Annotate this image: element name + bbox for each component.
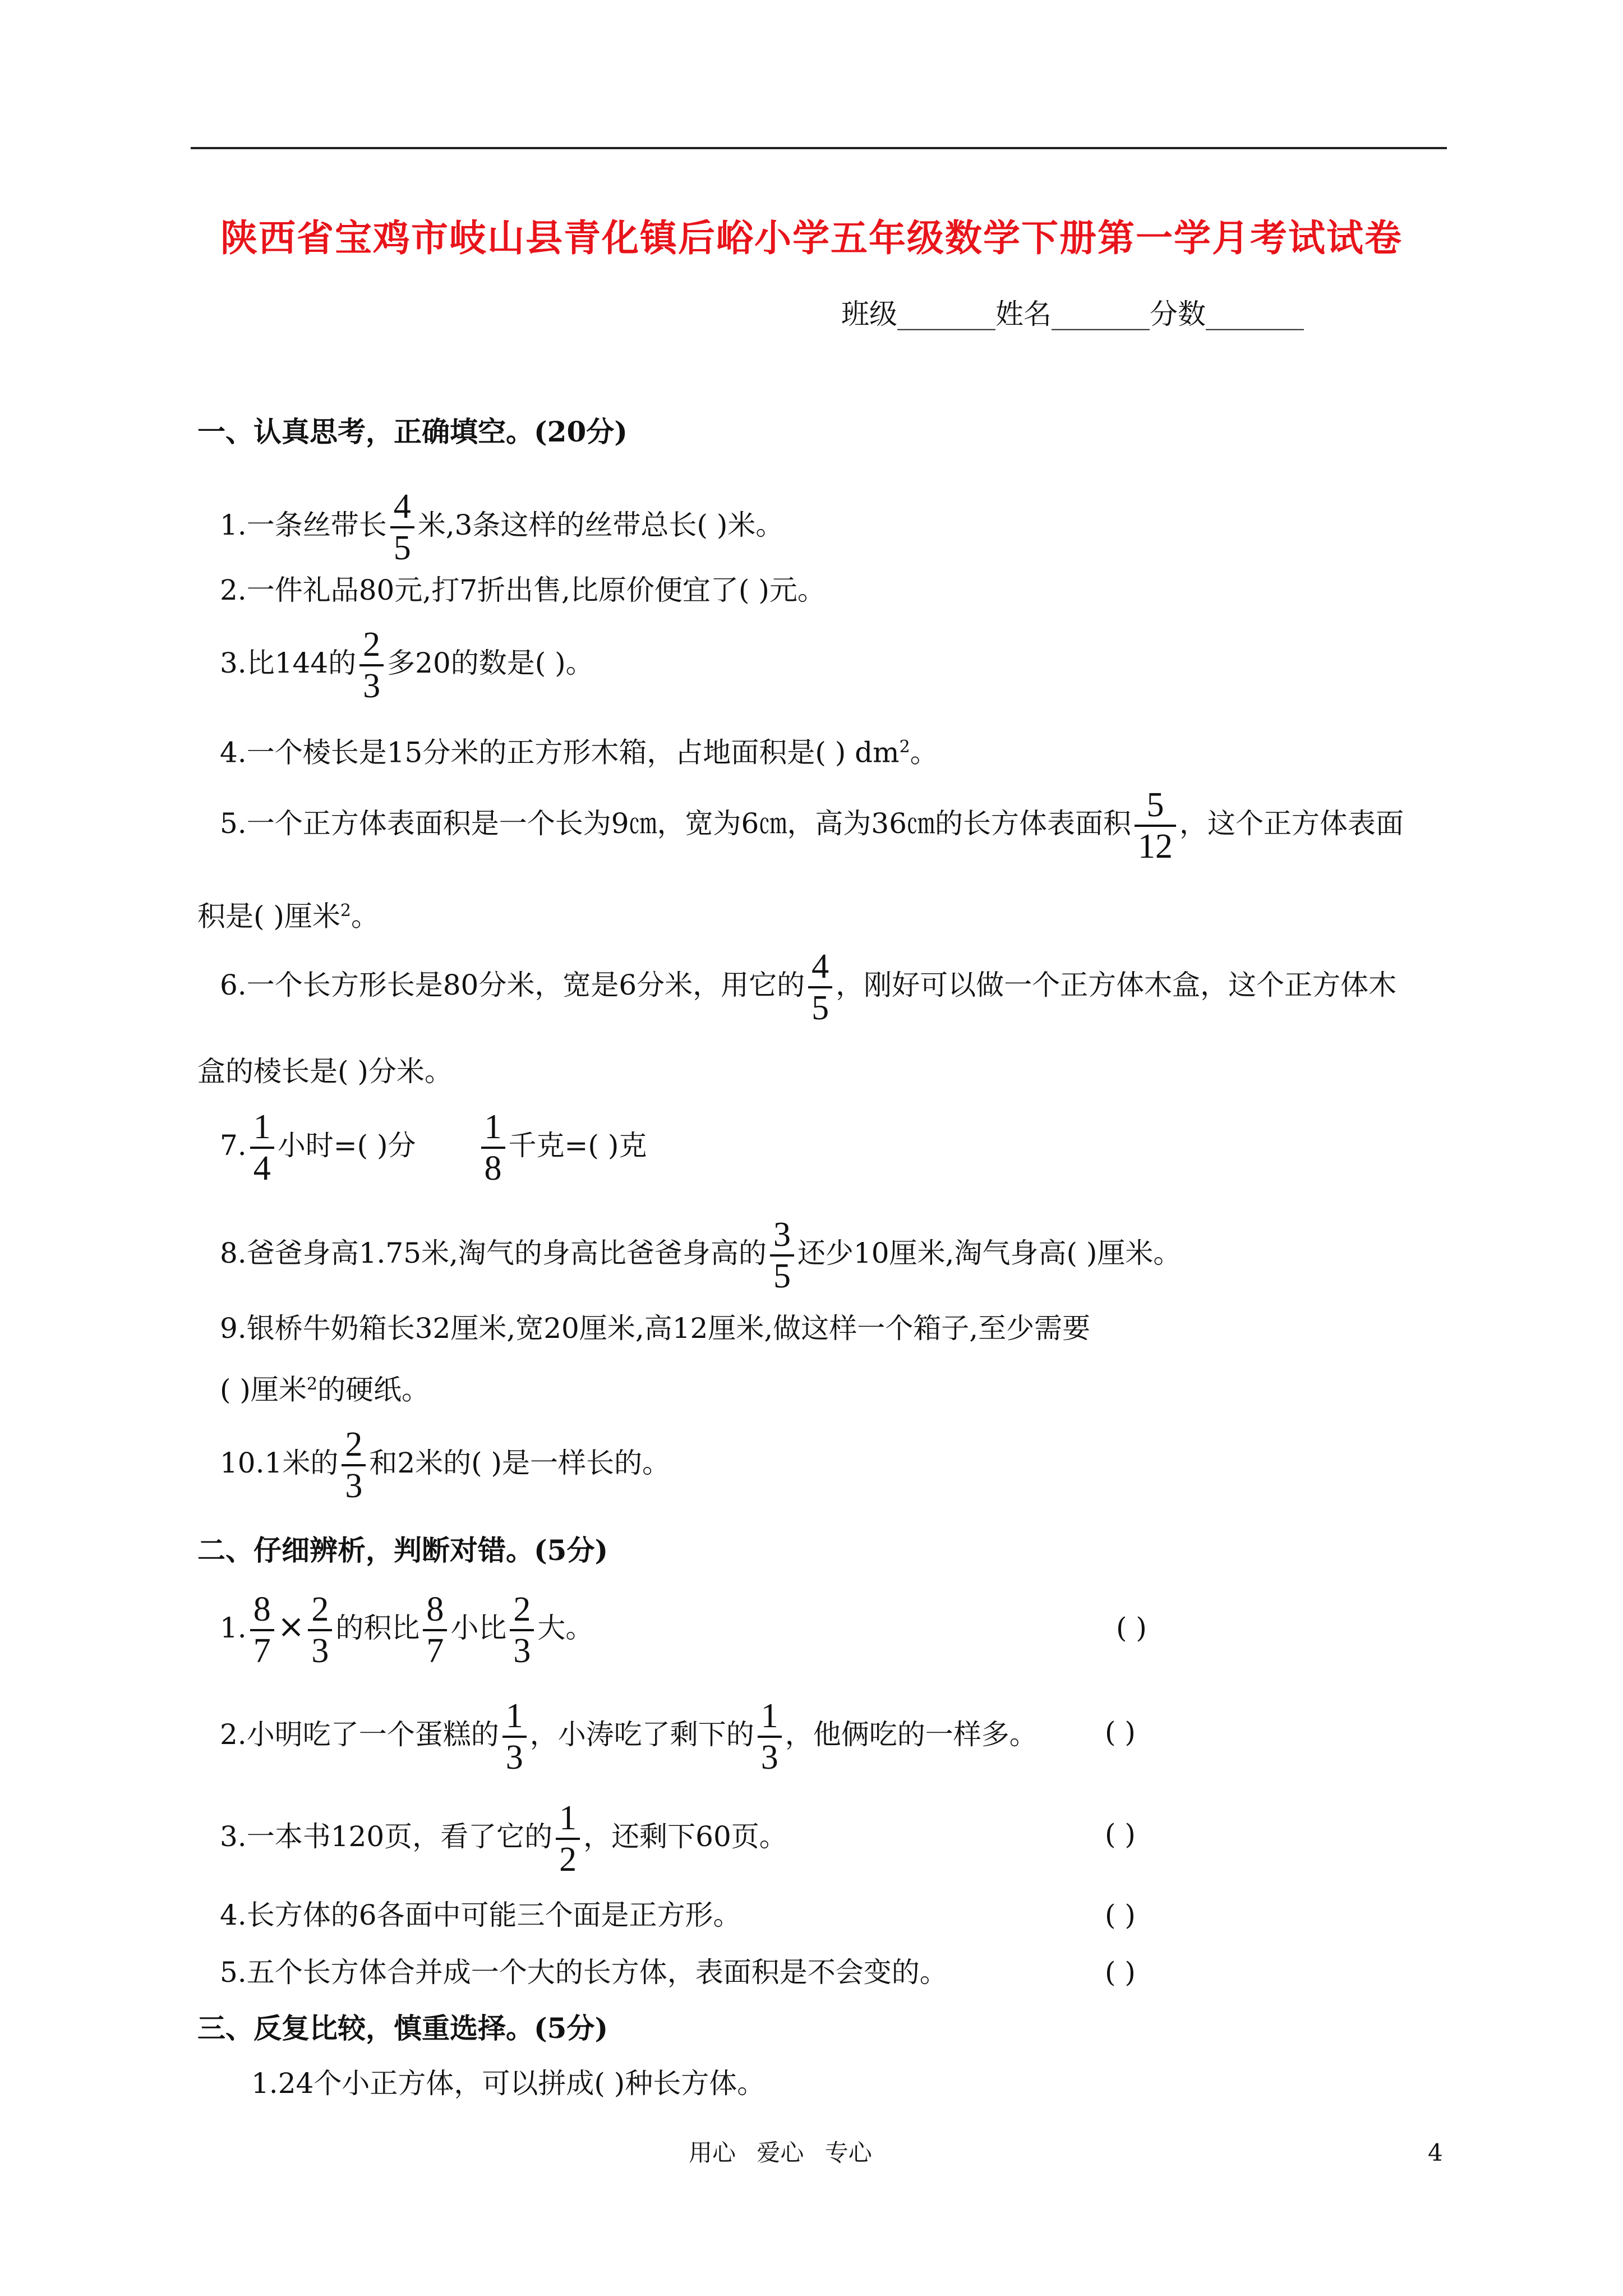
s1-question-10: 10.1米的 $\frac{2}{3}$ 和2米的( )是一样长的。: [220, 1425, 671, 1505]
page-number: 4: [1428, 2139, 1443, 2166]
s1-question-9: 9.银桥牛奶箱长32厘米,宽20厘米,高12厘米,做这样一个箱子,至少需要: [220, 1312, 1091, 1345]
header-rule: [191, 147, 1447, 149]
s2-question-3: 3.一本书120页，看了它的 $\frac{1}{2}$ ，还剩下60页。: [220, 1799, 787, 1879]
fraction: $\frac{2}{3}$: [359, 625, 384, 706]
s1-question-9-line2: ( )厘米$^2$的硬纸。: [220, 1373, 430, 1406]
page-title: 陕西省宝鸡市岐山县青化镇后峪小学五年级数学下册第一学月考试试卷: [220, 216, 1403, 260]
s2-answer-bracket-5[interactable]: ( ): [1105, 1956, 1136, 1989]
s1-question-3: 3.比144的 $\frac{2}{3}$ 多20的数是( )。: [220, 625, 594, 705]
fraction: $\frac{1}{3}$: [502, 1696, 527, 1777]
fraction: $\frac{3}{5}$: [770, 1215, 794, 1296]
s2-question-4: 4.长方体的6各面中可能三个面是正方形。: [220, 1899, 741, 1931]
s2-question-2: 2.小明吃了一个蛋糕的 $\frac{1}{3}$ ，小涛吃了剩下的 $\frac{1}{3}$ ，他俩吃的一样多。: [220, 1697, 1038, 1777]
fraction: $\frac{4}{5}$: [390, 487, 414, 568]
fraction: $\frac{5}{12}$: [1135, 785, 1176, 866]
fraction: $\frac{2}{3}$: [308, 1590, 332, 1671]
s1-question-6: 6.一个长方形长是80分米，宽是6分米，用它的 $\frac{4}{5}$ ，刚好可以做一个正方体木盒，这个正方体木: [220, 947, 1397, 1027]
student-info-line: 班级_______姓名_______分数_______: [841, 298, 1304, 330]
fraction: $\frac{4}{5}$: [808, 947, 832, 1028]
s1-question-5: 5.一个正方体表面积是一个长为9㎝，宽为6㎝，高为36㎝的长方体表面积 $\frac{5}{12}$ ，这个正方体表面: [220, 786, 1404, 866]
s1-question-1: 1.一条丝带长 $\frac{4}{5}$ 米,3条这样的丝带总长( )米。: [220, 487, 784, 567]
section2-heading: 二、仔细辨析，判断对错。(5分): [197, 1534, 608, 1567]
s2-answer-bracket-1[interactable]: ( ): [1116, 1612, 1147, 1644]
s1-question-8: 8.爸爸身高1.75米,淘气的身高比爸爸身高的 $\frac{3}{5}$ 还少10厘米,淘气身高( )厘米。: [220, 1216, 1182, 1295]
fraction: $\frac{1}{4}$: [250, 1107, 274, 1188]
s1-question-6-line2: 盒的棱长是( )分米。: [197, 1055, 453, 1088]
s2-question-1: 1. $\frac{8}{7}$ × $\frac{2}{3}$ 的积比 $\frac{8}{7}$ 小比 $\frac{2}{3}$ 大。: [220, 1590, 594, 1670]
s2-question-5: 5.五个长方体合并成一个大的长方体，表面积是不会变的。: [220, 1956, 948, 1989]
s2-answer-bracket-2[interactable]: ( ): [1105, 1716, 1136, 1749]
fraction: $\frac{1}{3}$: [758, 1696, 782, 1777]
fraction: $\frac{2}{3}$: [342, 1425, 366, 1506]
footer-motto: 用心 爱心 专心: [689, 2139, 872, 2166]
fraction: $\frac{1}{8}$: [481, 1107, 505, 1188]
s1-question-2: 2.一件礼品80元,打7折出售,比原价便宜了( )元。: [220, 574, 826, 606]
s2-answer-bracket-4[interactable]: ( ): [1105, 1899, 1136, 1931]
fraction: $\frac{8}{7}$: [423, 1590, 447, 1671]
s1-question-4: 4.一个棱长是15分米的正方形木箱，占地面积是( ) $dm^2$。: [220, 736, 938, 769]
fraction: $\frac{8}{7}$: [250, 1590, 274, 1671]
s3-question-1: 1.24个小正方体，可以拼成( )种长方体。: [251, 2067, 766, 2100]
section1-heading: 一、认真思考，正确填空。(20分): [197, 415, 628, 448]
s1-question-5-line2: 积是( )厘米$^2$。: [197, 900, 380, 933]
s1-question-7: 7. $\frac{1}{4}$ 小时=( )分 $\frac{1}{8}$ 千克=( )克: [220, 1108, 647, 1188]
section3-heading: 三、反复比较，慎重选择。(5分): [197, 2012, 608, 2045]
fraction: $\frac{1}{2}$: [556, 1798, 580, 1879]
s2-answer-bracket-3[interactable]: ( ): [1105, 1818, 1136, 1851]
fraction: $\frac{2}{3}$: [510, 1590, 534, 1671]
